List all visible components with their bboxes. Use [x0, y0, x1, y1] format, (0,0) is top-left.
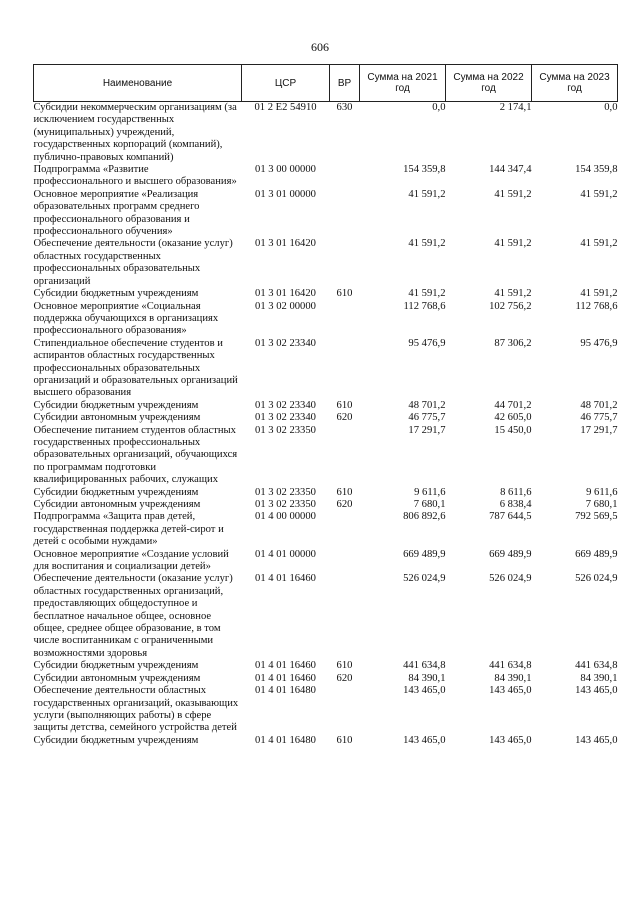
cell-csr: 01 3 02 23340 [255, 337, 316, 349]
table-row [34, 499, 618, 511]
cell-csr: 01 3 02 23340 [255, 399, 316, 411]
cell-csr: 01 3 01 16420 [255, 238, 316, 250]
cell-sum-2022: 102 756,2 [489, 300, 532, 312]
table-row [34, 338, 618, 400]
cell-csr: 01 4 00 00000 [255, 511, 316, 523]
table-row [34, 673, 618, 685]
page-number: 606 [311, 40, 329, 54]
cell-csr: 01 4 01 16480 [255, 734, 316, 746]
cell-vr: 620 [336, 499, 353, 510]
cell-sum-2023: 46 775,7 [580, 412, 618, 424]
cell-vr [330, 511, 360, 548]
cell-sum-2023: 0,0 [604, 102, 618, 113]
cell-name: Обеспечение деятельности областных государственных организаций, оказывающих услуги (выполняющих работы) в сфере защиты детства, семейного устройства детей [33, 685, 239, 734]
cell-sum-2022: 84 390,1 [494, 672, 532, 684]
cell-vr [330, 301, 360, 338]
cell-name: Стипендиальное обеспечение студентов и аспирантов областных государственных профессиональных образовательных организаций и образовательных организаций высшего образования [33, 337, 238, 399]
cell-vr [330, 338, 360, 400]
cell-sum-2021: 154 359,8 [403, 164, 446, 176]
cell-csr: 01 3 01 00000 [255, 188, 316, 200]
cell-sum-2022: 41 591,2 [494, 288, 532, 300]
header-sum-2021: Сумма на 2021 год [360, 65, 446, 102]
cell-name: Подпрограмма «Развитие профессионального и высшего образования» [33, 164, 237, 188]
cell-csr: 01 4 01 16480 [255, 685, 316, 697]
cell-vr: 620 [336, 672, 353, 684]
cell-vr: 610 [336, 399, 353, 411]
table-row [34, 425, 618, 487]
cell-sum-2022: 143 465,0 [489, 685, 532, 697]
cell-sum-2023: 41 591,2 [580, 188, 618, 200]
cell-sum-2021: 41 591,2 [408, 188, 446, 200]
cell-sum-2021: 17 291,7 [408, 424, 446, 436]
table-row [34, 288, 618, 300]
cell-sum-2023: 7 680,1 [585, 499, 618, 510]
cell-sum-2021: 526 024,9 [403, 573, 446, 585]
cell-vr: 630 [336, 102, 353, 113]
cell-sum-2022: 44 701,2 [494, 399, 532, 411]
cell-vr [330, 425, 360, 487]
cell-vr [330, 238, 360, 288]
cell-sum-2022: 669 489,9 [489, 548, 532, 560]
cell-csr: 01 4 01 00000 [255, 548, 316, 560]
cell-sum-2023: 143 465,0 [575, 734, 618, 746]
cell-name: Основное мероприятие «Реализация образовательных программ среднего профессионального образования и профессионального обучения» [33, 188, 200, 238]
cell-sum-2021: 143 465,0 [403, 734, 446, 746]
cell-csr: 01 3 02 23350 [255, 424, 316, 436]
header-vr: ВР [330, 65, 360, 102]
cell-name: Субсидии бюджетным учреждениям [33, 660, 199, 672]
table-row [34, 189, 618, 239]
header-sum-2023: Сумма на 2023 год [532, 65, 618, 102]
cell-vr [330, 164, 360, 189]
cell-vr: 610 [336, 734, 353, 746]
cell-name: Субсидии бюджетным учреждениям [33, 734, 199, 746]
cell-sum-2022: 143 465,0 [489, 734, 532, 746]
cell-sum-2021: 46 775,7 [408, 412, 446, 424]
table-row [34, 511, 618, 548]
cell-csr: 01 3 02 00000 [255, 300, 316, 312]
cell-vr: 610 [336, 288, 353, 300]
cell-sum-2022: 526 024,9 [489, 573, 532, 585]
cell-csr: 01 3 00 00000 [255, 164, 316, 176]
cell-csr: 01 3 02 23340 [255, 412, 316, 424]
table-row [34, 549, 618, 574]
table-row [34, 685, 618, 735]
table-row [34, 164, 618, 189]
cell-csr: 01 4 01 16460 [255, 672, 316, 684]
cell-sum-2023: 95 476,9 [580, 337, 618, 349]
header-sum-2022: Сумма на 2022 год [446, 65, 532, 102]
cell-sum-2023: 9 611,6 [586, 486, 618, 498]
budget-table [33, 64, 618, 747]
table-row [34, 660, 618, 672]
header-csr: ЦСР [242, 65, 330, 102]
cell-sum-2023: 112 768,6 [575, 300, 618, 312]
cell-sum-2023: 17 291,7 [580, 424, 618, 436]
table-row [34, 487, 618, 499]
cell-sum-2023: 84 390,1 [580, 672, 618, 684]
table-row [34, 400, 618, 412]
cell-sum-2021: 48 701,2 [408, 399, 446, 411]
cell-vr [330, 573, 360, 660]
cell-name: Субсидии автономным учреждениям [33, 672, 201, 684]
cell-sum-2022: 787 644,5 [489, 511, 532, 523]
cell-csr: 01 3 02 23350 [255, 486, 316, 498]
cell-sum-2023: 41 591,2 [580, 288, 618, 300]
cell-sum-2022: 15 450,0 [494, 424, 532, 436]
cell-sum-2022: 6 838,4 [499, 499, 532, 510]
cell-csr: 01 3 01 16420 [255, 288, 316, 300]
cell-name: Основное мероприятие «Создание условий для воспитания и социализации детей» [33, 548, 229, 573]
cell-csr: 01 2 E2 54910 [254, 102, 317, 113]
cell-sum-2022: 42 605,0 [494, 412, 532, 424]
cell-name: Субсидии автономным учреждениям [33, 412, 201, 424]
header-row [34, 65, 618, 102]
table-row [34, 238, 618, 288]
cell-sum-2022: 8 611,6 [500, 486, 532, 498]
cell-sum-2021: 0,0 [432, 102, 446, 113]
table-row [34, 573, 618, 660]
cell-sum-2023: 143 465,0 [575, 685, 618, 697]
cell-vr: 610 [336, 486, 353, 498]
cell-sum-2022: 41 591,2 [494, 188, 532, 200]
cell-vr [330, 549, 360, 574]
cell-csr: 01 4 01 16460 [255, 573, 316, 585]
cell-sum-2021: 669 489,9 [403, 548, 446, 560]
table-row [34, 735, 618, 747]
cell-sum-2021: 143 465,0 [403, 685, 446, 697]
cell-sum-2023: 48 701,2 [580, 399, 618, 411]
cell-name: Субсидии бюджетным учреждениям [33, 288, 199, 300]
cell-sum-2023: 154 359,8 [575, 164, 618, 176]
cell-name: Субсидии некоммерческим организациям (за исключением государственных (муниципальных) учреждений, государственных корпораций (компаний), публично-правовых компаний) [33, 102, 237, 163]
cell-name: Обеспечение деятельности (оказание услуг) областных государственных организаций, предоставляющих общедоступное и бесплатное начальное общее, основное общее, среднее общее образование, в том числе воспитанникам с ограниченными возможностями здоровья [33, 573, 233, 659]
cell-sum-2022: 144 347,4 [489, 164, 532, 176]
table-row [34, 412, 618, 424]
cell-vr: 610 [336, 660, 353, 672]
cell-vr [330, 189, 360, 239]
cell-sum-2021: 112 768,6 [403, 300, 446, 312]
cell-csr: 01 4 01 16460 [255, 660, 316, 672]
cell-name: Субсидии автономным учреждениям [33, 499, 201, 510]
cell-sum-2023: 669 489,9 [575, 548, 618, 560]
cell-name: Основное мероприятие «Социальная поддержка обучающихся в организациях профессионального образования» [33, 300, 219, 337]
cell-sum-2021: 7 680,1 [413, 499, 446, 510]
cell-sum-2021: 95 476,9 [408, 337, 446, 349]
table-header [34, 65, 618, 102]
cell-sum-2023: 441 634,8 [575, 660, 618, 672]
cell-sum-2021: 441 634,8 [403, 660, 446, 672]
table-row [34, 301, 618, 338]
cell-vr: 620 [336, 412, 353, 424]
cell-sum-2023: 41 591,2 [580, 238, 618, 250]
cell-sum-2022: 2 174,1 [499, 102, 532, 113]
cell-sum-2023: 792 569,5 [575, 511, 618, 523]
cell-name: Субсидии бюджетным учреждениям [33, 399, 199, 411]
cell-name: Обеспечение деятельности (оказание услуг) областных государственных профессиональных образовательных организаций [33, 238, 233, 287]
cell-csr: 01 3 02 23350 [255, 499, 316, 510]
cell-name: Субсидии бюджетным учреждениям [33, 486, 199, 498]
table-body [34, 102, 618, 748]
cell-name: Обеспечение питанием студентов областных государственных профессиональных образовательных организаций, обучающихся по программам подготовки квалифицированных рабочих, служащих [33, 424, 238, 486]
header-name: Наименование [34, 65, 242, 102]
cell-vr [330, 685, 360, 735]
cell-sum-2021: 41 591,2 [408, 288, 446, 300]
cell-sum-2021: 41 591,2 [408, 238, 446, 250]
cell-sum-2022: 441 634,8 [489, 660, 532, 672]
cell-sum-2022: 41 591,2 [494, 238, 532, 250]
cell-sum-2021: 806 892,6 [403, 511, 446, 523]
cell-sum-2021: 9 611,6 [414, 486, 446, 498]
table-row [34, 102, 618, 165]
cell-sum-2023: 526 024,9 [575, 573, 618, 585]
cell-sum-2022: 87 306,2 [494, 337, 532, 349]
cell-name: Подпрограмма «Защита прав детей, государственная поддержка детей-сирот и детей с особыми нуждами» [33, 511, 224, 548]
cell-sum-2021: 84 390,1 [408, 672, 446, 684]
